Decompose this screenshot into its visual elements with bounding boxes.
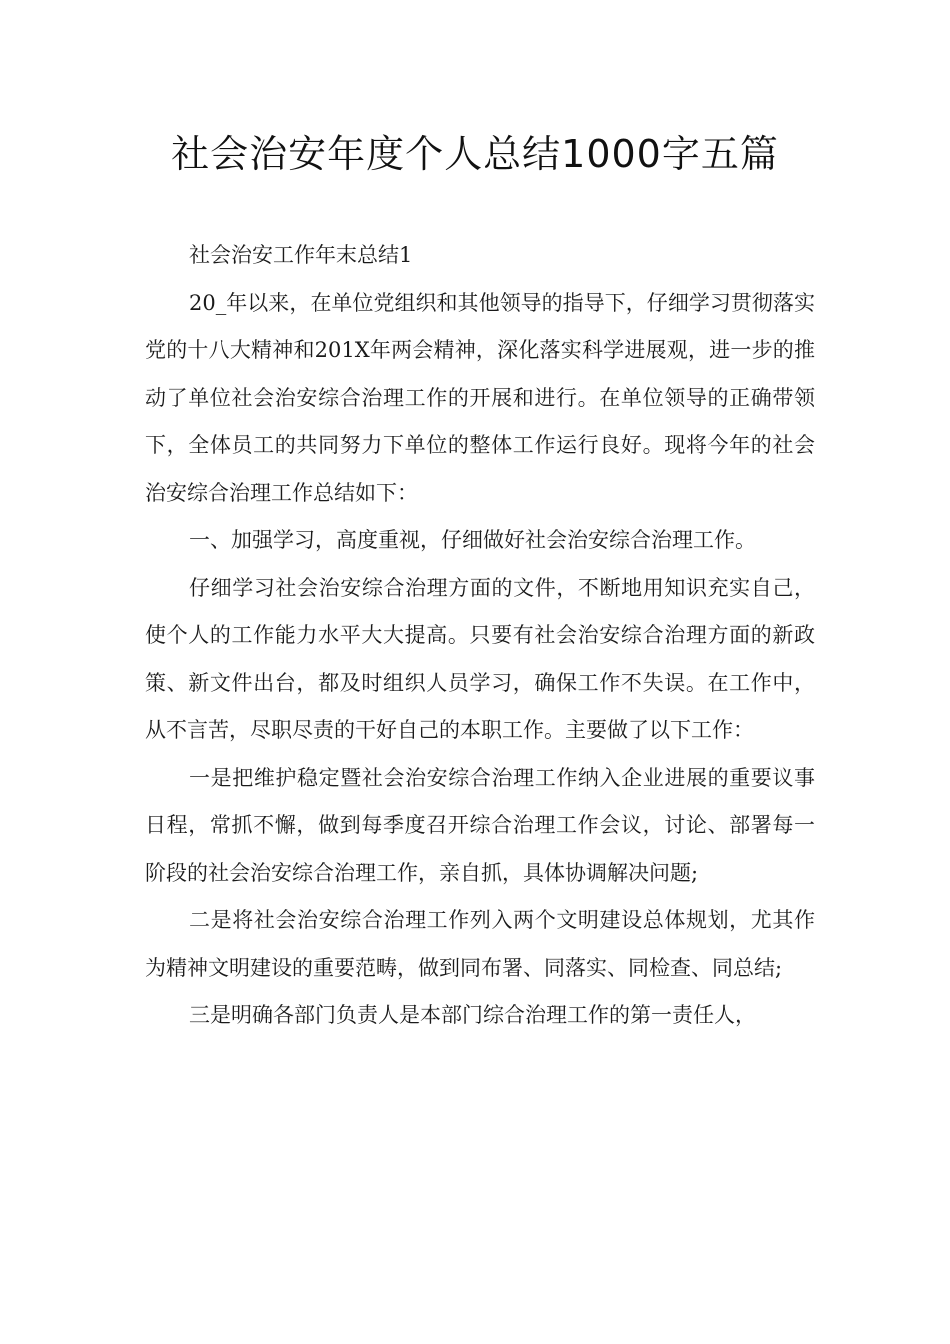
paragraph: 二是将社会治安综合治理工作列入两个文明建设总体规划，尤其作为精神文明建设的重要范畴，做到同布署、同落实、同检查、同总结; [145, 908, 815, 980]
paragraph: 一是把维护稳定暨社会治安综合治理工作纳入企业进展的重要议事日程，常抓不懈，做到每季度召开综合治理工作会议，讨论、部署每一阶段的社会治安综合治理工作，亲自抓，具体协调解决问题; [145, 765, 815, 885]
paragraph-heading: 一、加强学习，高度重视，仔细做好社会治安综合治理工作。 [189, 528, 756, 552]
paragraph: 20_年以来，在单位党组织和其他领导的指导下，仔细学习贯彻落实党的十八大精神和201X年两会精神，深化落实科学进展观，进一步的推动了单位社会治安综合治理工作的开展和进行。在单位领导的正确带领下，全体员工的共同努力下单位的整体工作运行良好。现将今年的社会治安综合治理工作总结如下： [145, 290, 815, 505]
paragraph: 三是明确各部门负责人是本部门综合治理工作的第一责任人， [189, 1003, 756, 1027]
paragraph: 仔细学习社会治安综合治理方面的文件，不断地用知识充实自己，使个人的工作能力水平大大提高。只要有社会治安综合治理方面的新政策、新文件出台，都及时组织人员学习，确保工作不失误。在工作中，从不言苦，尽职尽责的干好自己的本职工作。主要做了以下工作： [145, 575, 815, 742]
document-body [145, 232, 815, 1040]
document-title: 社会治安年度个人总结1000字五篇 [171, 132, 779, 176]
section-heading: 社会治安工作年末总结1 [189, 243, 413, 267]
